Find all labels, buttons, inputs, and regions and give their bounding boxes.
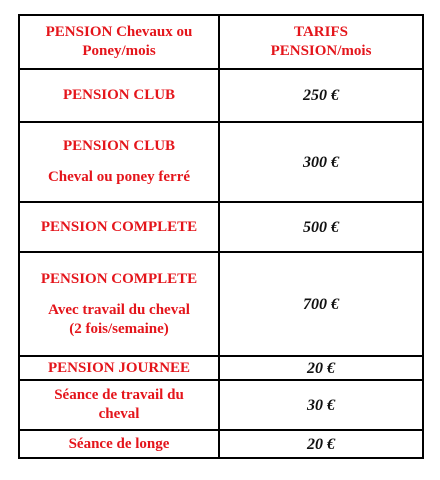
row-label-line: Séance de longe: [68, 435, 170, 452]
header-service: [19, 15, 219, 69]
row-label-line: Cheval ou poney ferré: [47, 169, 191, 185]
table-row: [19, 202, 423, 252]
row-price: 500 €: [219, 202, 423, 252]
header-row: [19, 15, 423, 69]
row-label: [19, 380, 219, 430]
row-label-line: PENSION JOURNEE: [47, 359, 191, 376]
row-label: [19, 69, 219, 122]
row-label: [19, 430, 219, 458]
row-label-line: (2 fois/semaine): [69, 320, 169, 337]
table-row: [19, 69, 423, 122]
table-row: [19, 380, 423, 430]
row-label: [19, 202, 219, 252]
row-label-line: cheval: [98, 406, 140, 422]
row-price: 700 €: [219, 252, 423, 356]
row-price: 300 €: [219, 122, 423, 202]
row-price: 20 €: [219, 356, 423, 380]
header-price-line-1: TARIFS: [294, 24, 348, 40]
row-label-line: PENSION CLUB: [62, 87, 176, 103]
row-price: 250 €: [219, 69, 423, 122]
header-price-line-2: PENSION/mois: [270, 43, 372, 59]
row-price: 30 €: [219, 380, 423, 430]
header-service-line-1: PENSION Chevaux ou: [45, 24, 193, 40]
table-row: [19, 430, 423, 458]
pricing-table-container: [18, 14, 424, 459]
table-row: [19, 122, 423, 202]
row-price: 20 €: [219, 430, 423, 458]
row-label: [19, 122, 219, 202]
pricing-table: [18, 14, 424, 459]
row-label-line: Séance de travail du: [54, 387, 184, 403]
row-label: [19, 252, 219, 356]
table-row: [19, 252, 423, 356]
row-label-line: Avec travail du cheval: [48, 301, 190, 318]
row-label-line: PENSION CLUB: [62, 138, 176, 154]
row-label: [19, 356, 219, 380]
row-label-line: PENSION COMPLETE: [40, 270, 198, 287]
row-label-line: PENSION COMPLETE: [40, 218, 198, 235]
table-row: [19, 356, 423, 380]
header-service-line-2: Poney/mois: [82, 43, 156, 59]
header-price: [219, 15, 423, 69]
